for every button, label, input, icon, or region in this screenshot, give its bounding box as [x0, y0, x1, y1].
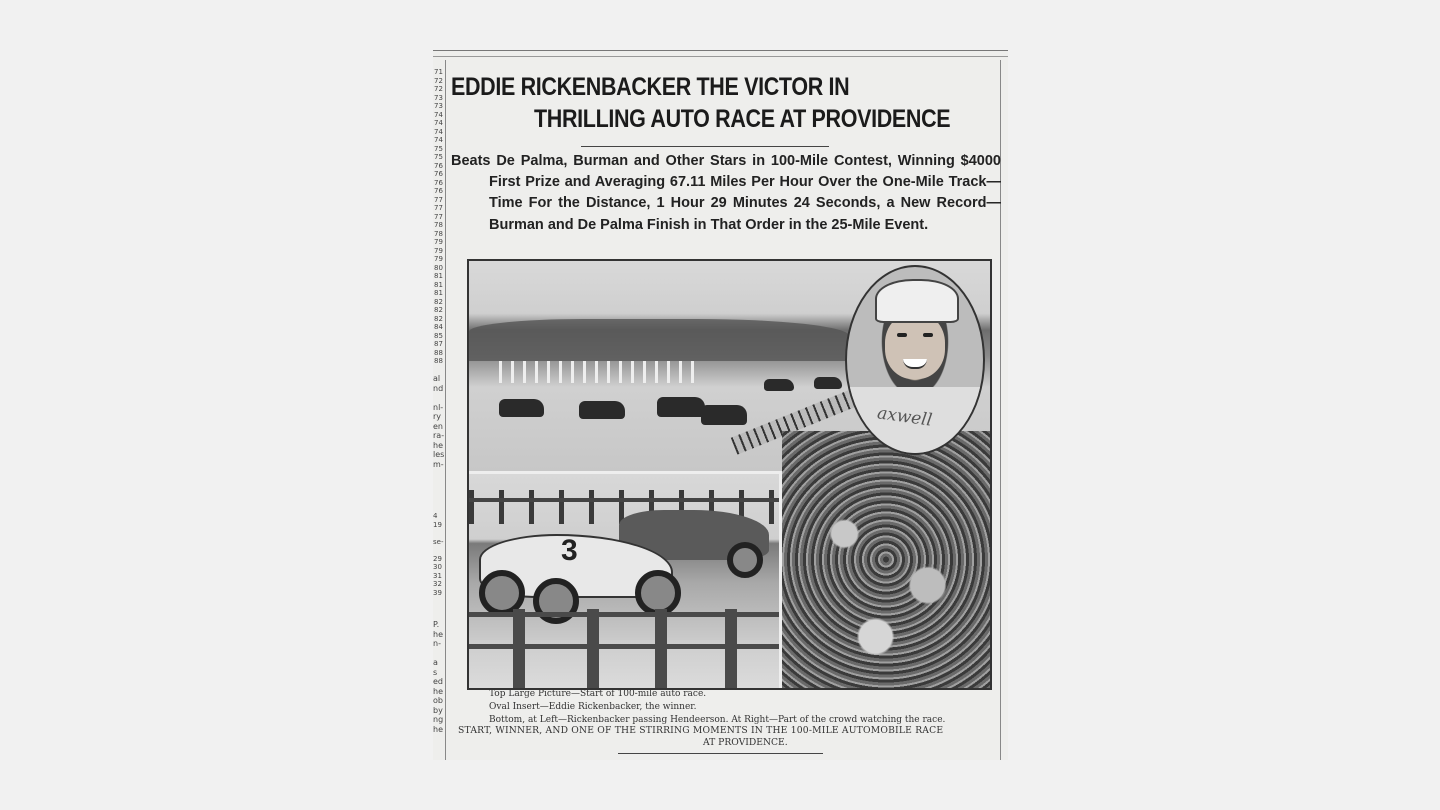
shirt-lettering: axwell — [875, 403, 934, 431]
eye — [897, 333, 907, 337]
race-car — [657, 397, 705, 417]
left-column-rule — [445, 60, 446, 760]
caption-line-4: START, WINNER, AND ONE OF THE STIRRING MOMENTS IN THE 100-MILE AUTOMOBILE RACE — [458, 725, 944, 736]
headline-line-2: THRILLING AUTO RACE AT PROVIDENCE — [534, 105, 951, 133]
crowd-photo — [782, 431, 990, 688]
race-car — [579, 401, 625, 419]
margin-fragment: 4 19 se- 29 30 31 32 39 — [433, 512, 444, 597]
caption-line-5: AT PROVIDENCE. — [703, 737, 788, 748]
photo-collage — [467, 259, 992, 690]
caption-line-3: Bottom, at Left—Rickenbacker passing Hendeerson. At Right—Part of the crowd watching the race. — [489, 715, 946, 725]
headline-line-1: EDDIE RICKENBACKER THE VICTOR IN — [451, 73, 850, 101]
racing-cap — [875, 279, 959, 323]
newspaper-clipping — [433, 50, 1008, 760]
caption-line-2: Oval Insert—Eddie Rickenbacker, the winner. — [489, 702, 697, 712]
portrait-oval — [845, 265, 985, 455]
fence-post — [725, 609, 737, 690]
fence — [499, 361, 699, 383]
margin-fragment: P. he n- a s ed he ob by ng he — [433, 620, 444, 734]
race-car — [814, 377, 842, 389]
wheel — [727, 542, 763, 578]
top-rule — [433, 50, 1008, 57]
fence-post — [655, 609, 667, 690]
bottom-rule — [618, 753, 823, 754]
fence-post — [587, 609, 599, 690]
car-number: 3 — [561, 534, 578, 567]
fence-rail — [469, 498, 779, 502]
tree-line — [469, 319, 849, 361]
race-car — [701, 405, 747, 425]
fence-post — [513, 609, 525, 690]
margin-numbers: 71 72 72 73 73 74 74 74 74 75 75 76 76 76 76 77 77 77 78 78 79 79 79 80 81 81 81 82 82 82 84 85 87 88 88 — [434, 68, 443, 365]
deck-subheadline — [451, 151, 1001, 236]
race-car — [764, 379, 794, 391]
wheel — [533, 578, 579, 624]
margin-fragment: al nd nl- ry en ra- he les m- — [433, 374, 445, 469]
eye — [923, 333, 933, 337]
race-car — [499, 399, 544, 417]
headline-divider — [581, 146, 829, 147]
caption-line-1: Top Large Picture—Start of 100-mile auto race. — [489, 689, 707, 699]
deck-text: Beats De Palma, Burman and Other Stars in 100-Mile Contest, Winning $4000 First Prize and Averaging 67.11 Miles Per Hour Over the One-Mile Track— Time For the Distance, 1 Hour 29 Minutes 24 Seconds, a New Record—Burman and De Palma Finish in That Order in the 25-Mile Event. — [451, 153, 1001, 233]
passing-photo — [469, 471, 782, 690]
